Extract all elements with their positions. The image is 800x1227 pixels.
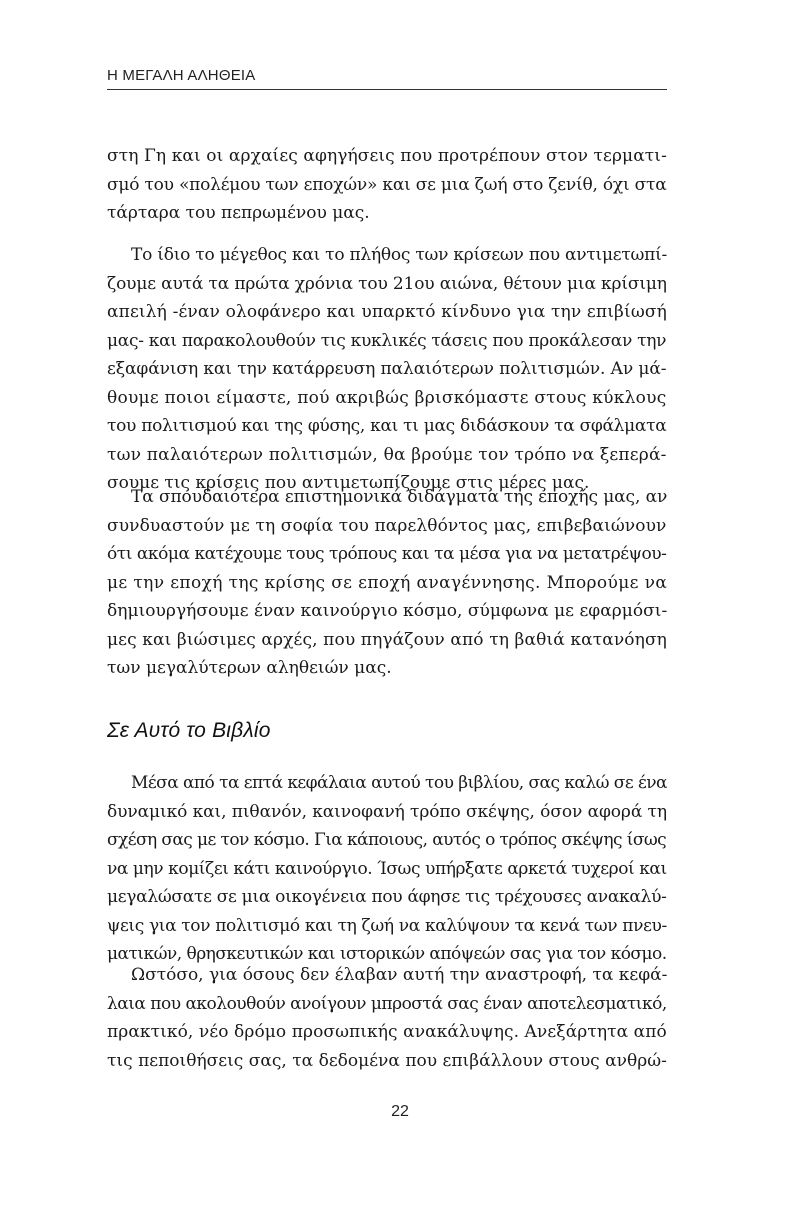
text-line: ζουμε αυτά τα πρώτα χρόνια του 21ου αιώνα, θέτουν μια κρίσιμη: [107, 273, 667, 294]
text-line: να μην κομίζει κάτι καινούργιο. Ίσως υπήρξατε αρκετά τυχεροί και: [107, 858, 667, 879]
text-line: μεγαλώσατε σε μια οικογένεια που άφησε τις τρέχουσες ανακαλύ-: [107, 887, 667, 907]
header-rule: [107, 89, 667, 90]
text-line: πρακτικό, νέο δρόμο προσωπικής ανακάλυψης. Ανεξάρτητα από: [107, 1022, 667, 1042]
text-line: των παλαιότερων πολιτισμών, θα βρούμε τον τρόπο να ξεπερά-: [107, 444, 667, 465]
text-line: σχέση σας με τον κόσμο. Για κάποιους, αυτός ο τρόπος σκέψης ίσως: [107, 830, 667, 850]
text-line: ψεις για τον πολιτισμό και τη ζωή να καλύψουν τα κενά των πνευ-: [107, 915, 667, 936]
text-line: τάρταρα του πεπρωμένου μας.: [107, 203, 370, 223]
text-line: στη Γη και οι αρχαίες αφηγήσεις που προτρέπουν στον τερματι-: [107, 146, 667, 166]
text-line: σμό του «πολέμου των εποχών» και σε μια ζωή στο ζενίθ, όχι στα: [107, 174, 667, 195]
text-line: απειλή -έναν ολοφάνερο και υπαρκτό κίνδυνο για την επιβίωσή: [107, 302, 667, 322]
text-line: των μεγαλύτερων αληθειών μας.: [107, 658, 392, 678]
text-line: λαια που ακολουθούν ανοίγουν μπροστά σας έναν αποτελεσματικό,: [107, 993, 667, 1014]
text-line: συνδυαστούν με τη σοφία του παρελθόντος μας, επιβεβαιώνουν: [107, 515, 667, 536]
text-line: ότι ακόμα κατέχουμε τους τρόπους και τα μέσα για να μετατρέψου-: [107, 544, 667, 564]
text-line: Το ίδιο το μέγεθος και το πλήθος των κρίσεων που αντιμετωπί-: [131, 245, 668, 265]
text-line: Τα σπουδαιότερα επιστημονικά διδάγματα της εποχής μας, αν: [131, 487, 668, 507]
text-line: μας- και παρακολουθούν τις κυκλικές τάσεις που προκάλεσαν την: [107, 330, 667, 351]
text-line: δυναμικό και, πιθανόν, καινοφανή τρόπο σκέψης, όσον αφορά τη: [107, 801, 667, 822]
text-line: μες και βιώσιμες αρχές, που πηγάζουν από τη βαθιά κατανόηση: [107, 629, 667, 650]
text-line: του πολιτισμού και της φύσης, και τι μας διδάσκουν τα σφάλματα: [107, 416, 667, 436]
text-line: με την εποχή της κρίσης σε εποχή αναγέννησης. Μπορούμε να: [107, 572, 668, 593]
text-line: Ωστόσο, για όσους δεν έλαβαν αυτή την αναστροφή, τα κεφά-: [131, 965, 668, 985]
text-line: θουμε ποιοι είμαστε, πού ακριβώς βρισκόμαστε στους κύκλους: [107, 387, 667, 408]
text-line: τις πεποιθήσεις σας, τα δεδομένα που επιβάλλουν στους ανθρώ-: [107, 1050, 667, 1071]
text-line: σουμε τις κρίσεις που αντιμετωπίζουμε στις μέρες μας.: [107, 473, 590, 493]
running-head: Η ΜΕΓΑΛΗ ΑΛΗΘΕΙΑ: [107, 67, 256, 84]
text-line: ματικών, θρησκευτικών και ιστορικών απόψεών σας για τον κόσμο.: [107, 944, 667, 964]
text-line: Μέσα από τα επτά κεφάλαια αυτού του βιβλίου, σας καλώ σε ένα: [131, 773, 667, 793]
section-heading: Σε Αυτό το Βιβλίο: [107, 719, 271, 742]
text-line: εξαφάνιση και την κατάρρευση παλαιότερων πολιτισμών. Αν μά-: [107, 359, 667, 379]
page-number: 22: [391, 1103, 409, 1120]
text-line: δημιουργήσουμε έναν καινούργιο κόσμο, σύμφωνα με εφαρμόσι-: [107, 601, 668, 621]
